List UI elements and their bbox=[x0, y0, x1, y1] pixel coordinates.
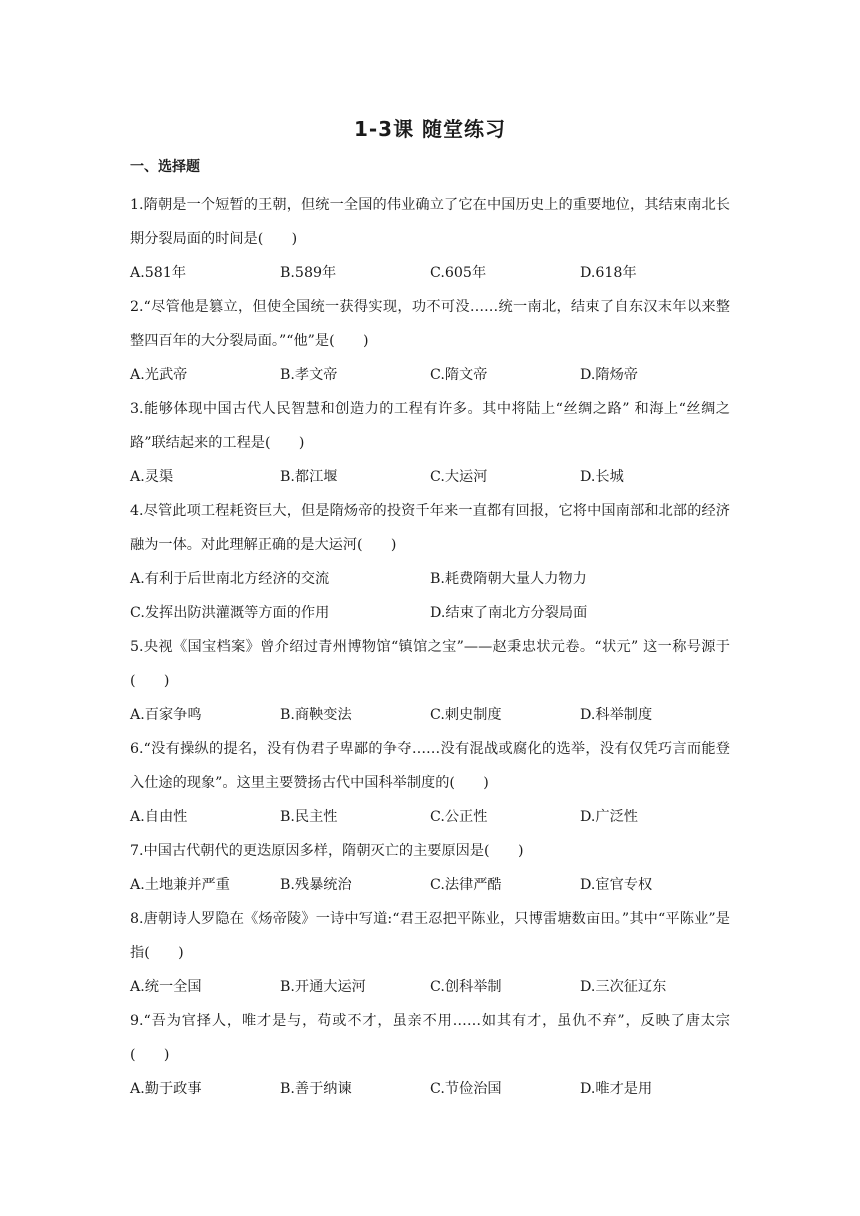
option-c: C.大运河 bbox=[430, 469, 488, 485]
question-3 bbox=[130, 392, 730, 494]
question-4 bbox=[130, 494, 730, 630]
option-row bbox=[130, 970, 730, 1004]
question-stem: 1.隋朝是一个短暂的王朝，但统一全国的伟业确立了它在中国历史上的重要地位，其结束南北长期分裂局面的时间是( ) bbox=[130, 197, 730, 247]
option-c: C.法律严酷 bbox=[430, 877, 502, 893]
question-stem: 3.能够体现中国古代人民智慧和创造力的工程有许多。其中将陆上“丝绸之路” 和海上“丝绸之路”联结起来的工程是( ) bbox=[130, 401, 730, 451]
option-c: C.创科举制 bbox=[430, 979, 502, 995]
option-d: D.隋炀帝 bbox=[580, 367, 638, 383]
option-b: B.开通大运河 bbox=[280, 979, 366, 995]
option-row bbox=[130, 698, 730, 732]
option-b: B.589年 bbox=[280, 265, 337, 281]
option-row bbox=[130, 1072, 730, 1106]
question-2 bbox=[130, 290, 730, 392]
option-d: D.广泛性 bbox=[580, 809, 638, 825]
question-stem: 6.“没有操纵的提名，没有伪君子卑鄙的争夺……没有混战或腐化的选举，没有仅凭巧言而能登入仕途的现象”。这里主要赞扬古代中国科举制度的( ) bbox=[130, 741, 730, 791]
option-d: D.科举制度 bbox=[580, 707, 653, 723]
option-row bbox=[130, 256, 730, 290]
option-d: D.结束了南北方分裂局面 bbox=[430, 605, 588, 621]
question-stem: 8.唐朝诗人罗隐在《炀帝陵》一诗中写道:“君王忍把平陈业，只博雷塘数亩田。”其中“平陈业”是指( ) bbox=[130, 911, 730, 961]
option-b: B.商鞅变法 bbox=[280, 707, 352, 723]
option-a: A.统一全国 bbox=[130, 979, 202, 995]
option-d: D.618年 bbox=[580, 265, 637, 281]
question-stem: 4.尽管此项工程耗资巨大，但是隋炀帝的投资千年来一直都有回报，它将中国南部和北部的经济融为一体。对此理解正确的是大运河( ) bbox=[130, 503, 730, 553]
question-stem: 7.中国古代朝代的更迭原因多样，隋朝灭亡的主要原因是( ) bbox=[130, 843, 524, 859]
option-row bbox=[130, 800, 730, 834]
option-a: A.有利于后世南北方经济的交流 bbox=[130, 571, 330, 587]
option-row bbox=[130, 460, 730, 494]
option-c: C.发挥出防洪灌溉等方面的作用 bbox=[130, 605, 330, 621]
question-stem: 9.“吾为官择人，唯才是与，苟或不才，虽亲不用……如其有才，虽仇不弃”，反映了唐太宗( ) bbox=[130, 1013, 730, 1063]
option-b: B.都江堰 bbox=[280, 469, 338, 485]
option-a: A.光武帝 bbox=[130, 367, 188, 383]
option-b: B.残暴统治 bbox=[280, 877, 352, 893]
question-9 bbox=[130, 1004, 730, 1106]
question-5 bbox=[130, 630, 730, 732]
option-b: B.耗费隋朝大量人力物力 bbox=[430, 571, 587, 587]
option-row bbox=[130, 868, 730, 902]
question-8 bbox=[130, 902, 730, 1004]
option-c: C.节俭治国 bbox=[430, 1081, 502, 1097]
question-6 bbox=[130, 732, 730, 834]
option-row bbox=[130, 562, 730, 630]
option-d: D.宦官专权 bbox=[580, 877, 653, 893]
question-list bbox=[130, 188, 730, 1106]
option-d: D.唯才是用 bbox=[580, 1081, 653, 1097]
option-d: D.长城 bbox=[580, 469, 624, 485]
question-stem: 2.“尽管他是篡立，但使全国统一获得实现，功不可没……统一南北，结束了自东汉末年以来整整四百年的大分裂局面。”“他”是( ) bbox=[130, 299, 730, 349]
question-7 bbox=[130, 834, 730, 902]
question-stem: 5.央视《国宝档案》曾介绍过青州博物馆“镇馆之宝”——赵秉忠状元卷。“状元” 这一称号源于( ) bbox=[130, 639, 730, 689]
section-heading: 一、选择题 bbox=[130, 159, 200, 175]
option-b: B.善于纳谏 bbox=[280, 1081, 352, 1097]
option-b: B.民主性 bbox=[280, 809, 338, 825]
page-title: 1-3课 随堂练习 bbox=[353, 117, 507, 141]
option-d: D.三次征辽东 bbox=[580, 979, 667, 995]
option-a: A.百家争鸣 bbox=[130, 707, 202, 723]
option-a: A.土地兼并严重 bbox=[130, 877, 230, 893]
option-a: A.灵渠 bbox=[130, 469, 174, 485]
option-c: C.隋文帝 bbox=[430, 367, 488, 383]
option-b: B.孝文帝 bbox=[280, 367, 338, 383]
option-c: C.刺史制度 bbox=[430, 707, 502, 723]
option-c: C.605年 bbox=[430, 265, 487, 281]
question-1 bbox=[130, 188, 730, 290]
option-a: A.勤于政事 bbox=[130, 1081, 202, 1097]
option-a: A.581年 bbox=[130, 265, 187, 281]
option-row bbox=[130, 358, 730, 392]
option-a: A.自由性 bbox=[130, 809, 188, 825]
option-c: C.公正性 bbox=[430, 809, 488, 825]
